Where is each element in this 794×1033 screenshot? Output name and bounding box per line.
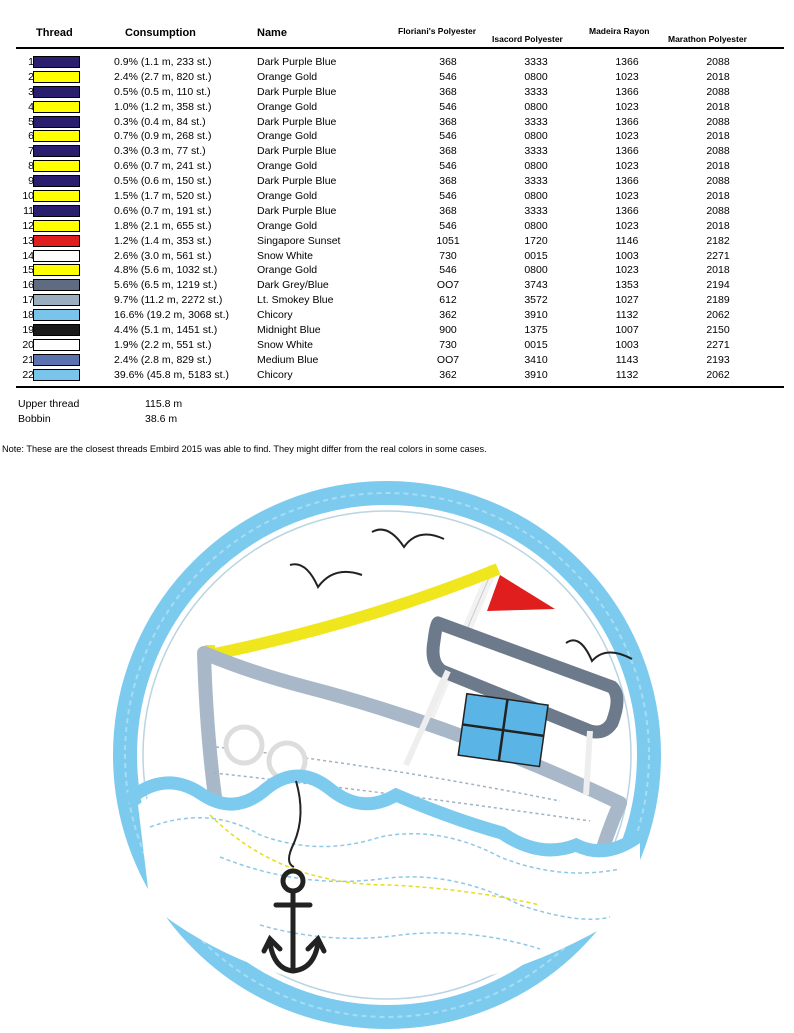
table-row [0, 219, 794, 234]
madeira-cell: 1366 [615, 115, 639, 128]
upper-thread-label: Upper thread [18, 398, 80, 410]
thread-name-cell: Orange Gold [257, 70, 318, 83]
madeira-cell: 1027 [615, 294, 639, 307]
isacord-cell: 0800 [524, 130, 548, 143]
consumption-cell: 0.6% (0.7 m, 191 st.) [114, 204, 212, 217]
thread-name-cell: Dark Purple Blue [257, 145, 337, 158]
boat-embroidery-design [0, 465, 794, 1033]
thread-name-cell: Orange Gold [257, 160, 318, 173]
thread-name-cell: Snow White [257, 338, 314, 351]
header-rule [16, 47, 784, 49]
marathon-cell: 2193 [706, 353, 730, 366]
isacord-cell: 3910 [524, 368, 548, 381]
marathon-cell: 2062 [706, 309, 730, 322]
consumption-cell: 2.4% (2.8 m, 829 st.) [114, 353, 212, 366]
marathon-cell: 2088 [706, 204, 730, 217]
thread-note: Note: These are the closest threads Embird 2015 was able to find. They might differ from the real colors in some cases. [2, 444, 487, 454]
thread-name-cell: Orange Gold [257, 130, 318, 143]
thread-name-cell: Lt. Smokey Blue [257, 294, 334, 307]
thread-name-cell: Dark Purple Blue [257, 115, 337, 128]
thread-swatch [33, 160, 80, 172]
thread-swatch [33, 205, 80, 217]
thread-swatch [33, 264, 80, 276]
table-row [0, 144, 794, 159]
consumption-cell: 9.7% (11.2 m, 2272 st.) [114, 294, 223, 307]
madeira-cell: 1132 [615, 309, 639, 322]
isacord-header: Isacord Polyester [492, 34, 563, 44]
consumption-cell: 1.0% (1.2 m, 358 st.) [114, 100, 212, 113]
madeira-cell: 1353 [615, 279, 639, 292]
madeira-cell: 1023 [615, 160, 639, 173]
table-row [0, 278, 794, 293]
marathon-cell: 2088 [706, 56, 730, 68]
thread-swatch [33, 250, 80, 262]
marathon-cell: 2271 [706, 338, 730, 351]
floriani-cell: 368 [439, 145, 457, 158]
consumption-cell: 1.8% (2.1 m, 655 st.) [114, 219, 212, 232]
marathon-cell: 2018 [706, 264, 730, 277]
consumption-cell: 4.8% (5.6 m, 1032 st.) [114, 264, 218, 277]
row-number: 17 [22, 294, 34, 307]
table-row [0, 174, 794, 189]
table-row [0, 115, 794, 130]
madeira-cell: 1023 [615, 190, 639, 203]
marathon-cell: 2194 [706, 279, 730, 292]
seagull-icon [372, 530, 444, 547]
thread-swatch [33, 116, 80, 128]
thread-name-cell: Dark Purple Blue [257, 85, 337, 98]
consumption-cell: 0.5% (0.5 m, 110 st.) [114, 85, 211, 98]
isacord-cell: 0800 [524, 70, 548, 83]
isacord-cell: 3333 [524, 56, 548, 68]
table-row [0, 70, 794, 85]
floriani-cell: 546 [439, 160, 457, 173]
madeira-cell: 1132 [615, 368, 639, 381]
floriani-cell: 368 [439, 204, 457, 217]
row-number: 5 [28, 115, 34, 128]
floriani-header: Floriani's Polyester [398, 26, 477, 36]
row-number: 11 [23, 204, 34, 217]
seagull-icon [290, 564, 362, 587]
row-number: 13 [22, 234, 34, 247]
consumption-cell: 1.5% (1.7 m, 520 st.) [114, 190, 212, 203]
isacord-cell: 1375 [524, 324, 548, 337]
table-row [0, 189, 794, 204]
row-number: 8 [28, 160, 34, 173]
isacord-cell: 0800 [524, 190, 548, 203]
madeira-cell: 1366 [615, 204, 639, 217]
isacord-cell: 0800 [524, 264, 548, 277]
marathon-cell: 2018 [706, 70, 730, 83]
isacord-cell: 0800 [524, 100, 548, 113]
thread-name-cell: Orange Gold [257, 264, 318, 277]
floriani-cell: 362 [439, 368, 457, 381]
row-number: 21 [22, 353, 34, 366]
row-number: 22 [22, 368, 34, 381]
row-number: 4 [28, 100, 34, 113]
flag [487, 575, 555, 611]
marathon-cell: 2088 [706, 85, 730, 98]
thread-swatch [33, 101, 80, 113]
isacord-cell: 0800 [524, 160, 548, 173]
marathon-cell: 2018 [706, 190, 730, 203]
thread-header: Thread [36, 27, 73, 39]
consumption-cell: 39.6% (45.8 m, 5183 st.) [114, 368, 229, 381]
consumption-cell: 0.5% (0.6 m, 150 st.) [114, 175, 212, 188]
marathon-cell: 2018 [706, 219, 730, 232]
madeira-header: Madeira Rayon [589, 26, 650, 36]
row-number: 16 [22, 279, 34, 292]
floriani-cell: 730 [439, 338, 457, 351]
marathon-cell: 2182 [706, 234, 730, 247]
table-row [0, 55, 794, 70]
table-row [0, 204, 794, 219]
row-number: 9 [28, 175, 34, 188]
isacord-cell: 3333 [524, 145, 548, 158]
marathon-cell: 2189 [706, 294, 730, 307]
madeira-cell: 1023 [615, 219, 639, 232]
thread-table [0, 55, 794, 383]
isacord-cell: 3333 [524, 85, 548, 98]
floriani-cell: 546 [439, 264, 457, 277]
thread-swatch [33, 190, 80, 202]
table-row [0, 129, 794, 144]
marathon-cell: 2271 [706, 249, 730, 262]
row-number: 3 [28, 85, 34, 98]
madeira-cell: 1023 [615, 130, 639, 143]
marathon-cell: 2018 [706, 100, 730, 113]
floriani-cell: 612 [439, 294, 457, 307]
consumption-cell: 0.9% (1.1 m, 233 st.) [114, 56, 212, 68]
table-row [0, 234, 794, 249]
madeira-cell: 1366 [615, 56, 639, 68]
floriani-cell: 368 [439, 56, 457, 68]
consumption-cell: 0.3% (0.3 m, 77 st.) [114, 145, 206, 158]
table-row [0, 308, 794, 323]
thread-swatch [33, 339, 80, 351]
consumption-cell: 0.7% (0.9 m, 268 st.) [114, 130, 212, 143]
isacord-cell: 3333 [524, 175, 548, 188]
consumption-cell: 2.4% (2.7 m, 820 st.) [114, 70, 212, 83]
floriani-cell: 900 [439, 324, 457, 337]
floriani-cell: 546 [439, 100, 457, 113]
thread-name-cell: Dark Purple Blue [257, 204, 337, 217]
marathon-cell: 2088 [706, 145, 730, 158]
consumption-cell: 5.6% (6.5 m, 1219 st.) [114, 279, 218, 292]
thread-name-cell: Dark Purple Blue [257, 175, 337, 188]
bobbin-label: Bobbin [18, 413, 51, 425]
thread-name-cell: Chicory [257, 309, 293, 322]
row-number: 12 [22, 219, 34, 232]
thread-swatch [33, 56, 80, 68]
thread-swatch [33, 294, 80, 306]
consumption-cell: 16.6% (19.2 m, 3068 st.) [114, 309, 229, 322]
table-row [0, 293, 794, 308]
row-number: 15 [22, 264, 34, 277]
madeira-cell: 1366 [615, 85, 639, 98]
porthole [226, 727, 262, 763]
floriani-cell: 368 [439, 115, 457, 128]
thread-swatch [33, 324, 80, 336]
table-row [0, 263, 794, 278]
isacord-cell: 1720 [524, 234, 548, 247]
marathon-cell: 2088 [706, 115, 730, 128]
thread-name-cell: Orange Gold [257, 219, 318, 232]
consumption-cell: 0.3% (0.4 m, 84 st.) [114, 115, 206, 128]
floriani-cell: 546 [439, 130, 457, 143]
floriani-cell: 362 [439, 309, 457, 322]
thread-name-cell: Midnight Blue [257, 324, 321, 337]
consumption-cell: 0.6% (0.7 m, 241 st.) [114, 160, 212, 173]
thread-name-cell: Medium Blue [257, 353, 319, 366]
table-row [0, 159, 794, 174]
marathon-cell: 2062 [706, 368, 730, 381]
thread-swatch [33, 309, 80, 321]
marathon-cell: 2088 [706, 175, 730, 188]
thread-name-cell: Orange Gold [257, 190, 318, 203]
row-number: 14 [22, 249, 34, 262]
row-number: 20 [22, 338, 34, 351]
bobbin-value: 38.6 m [145, 413, 178, 425]
isacord-cell: 3910 [524, 309, 548, 322]
madeira-cell: 1003 [615, 338, 639, 351]
table-row [0, 338, 794, 353]
row-number: 19 [22, 324, 34, 337]
isacord-cell: 3572 [524, 294, 548, 307]
table-row [0, 368, 794, 383]
floriani-cell: 368 [439, 175, 457, 188]
thread-swatch [33, 86, 80, 98]
thread-swatch [33, 279, 80, 291]
floriani-cell: 546 [439, 70, 457, 83]
madeira-cell: 1146 [615, 234, 639, 247]
row-number: 18 [22, 309, 34, 322]
isacord-cell: 3743 [524, 279, 548, 292]
marathon-cell: 2018 [706, 130, 730, 143]
row-number: 10 [22, 190, 34, 203]
madeira-cell: 1366 [615, 145, 639, 158]
thread-name-cell: Dark Purple Blue [257, 56, 337, 68]
marathon-cell: 2018 [706, 160, 730, 173]
consumption-cell: 1.2% (1.4 m, 353 st.) [114, 234, 212, 247]
consumption-cell: 2.6% (3.0 m, 561 st.) [114, 249, 212, 262]
thread-name-cell: Snow White [257, 249, 314, 262]
cabin-wall [586, 731, 590, 795]
madeira-cell: 1366 [615, 175, 639, 188]
isacord-cell: 0015 [524, 338, 548, 351]
consumption-header: Consumption [125, 27, 196, 39]
madeira-cell: 1007 [615, 324, 639, 337]
table-row [0, 85, 794, 100]
floriani-cell: 546 [439, 190, 457, 203]
marathon-cell: 2150 [706, 324, 730, 337]
madeira-cell: 1023 [615, 100, 639, 113]
table-row [0, 100, 794, 115]
isacord-cell: 3333 [524, 115, 548, 128]
upper-thread-value: 115.8 m [145, 398, 183, 410]
thread-name-cell: Orange Gold [257, 100, 318, 113]
thread-swatch [33, 354, 80, 366]
thread-swatch [33, 175, 80, 187]
madeira-cell: 1143 [615, 353, 639, 366]
row-number: 7 [28, 145, 34, 158]
thread-swatch [33, 145, 80, 157]
madeira-cell: 1023 [615, 70, 639, 83]
row-number: 1 [28, 56, 34, 68]
name-header: Name [257, 27, 287, 39]
thread-swatch [33, 220, 80, 232]
footer-rule [16, 386, 784, 388]
table-row [0, 353, 794, 368]
consumption-cell: 4.4% (5.1 m, 1451 st.) [114, 324, 218, 337]
isacord-cell: 0015 [524, 249, 548, 262]
madeira-cell: 1003 [615, 249, 639, 262]
isacord-cell: 3333 [524, 204, 548, 217]
madeira-cell: 1023 [615, 264, 639, 277]
thread-swatch [33, 130, 80, 142]
table-row [0, 249, 794, 264]
thread-swatch [33, 71, 80, 83]
row-number: 2 [28, 70, 34, 83]
floriani-cell: 546 [439, 219, 457, 232]
floriani-cell: OO7 [436, 353, 460, 366]
marathon-header: Marathon Polyester [668, 34, 747, 44]
isacord-cell: 0800 [524, 219, 548, 232]
thread-swatch [33, 235, 80, 247]
floriani-cell: 730 [439, 249, 457, 262]
thread-swatch [33, 369, 80, 381]
isacord-cell: 3410 [524, 353, 548, 366]
thread-name-cell: Chicory [257, 368, 293, 381]
thread-name-cell: Singapore Sunset [257, 234, 341, 247]
cabin-window [458, 694, 548, 767]
floriani-cell: 368 [439, 85, 457, 98]
row-number: 6 [28, 130, 34, 143]
floriani-cell: OO7 [436, 279, 460, 292]
floriani-cell: 1051 [436, 234, 460, 247]
thread-name-cell: Dark Grey/Blue [257, 279, 329, 292]
consumption-cell: 1.9% (2.2 m, 551 st.) [114, 338, 212, 351]
table-row [0, 323, 794, 338]
